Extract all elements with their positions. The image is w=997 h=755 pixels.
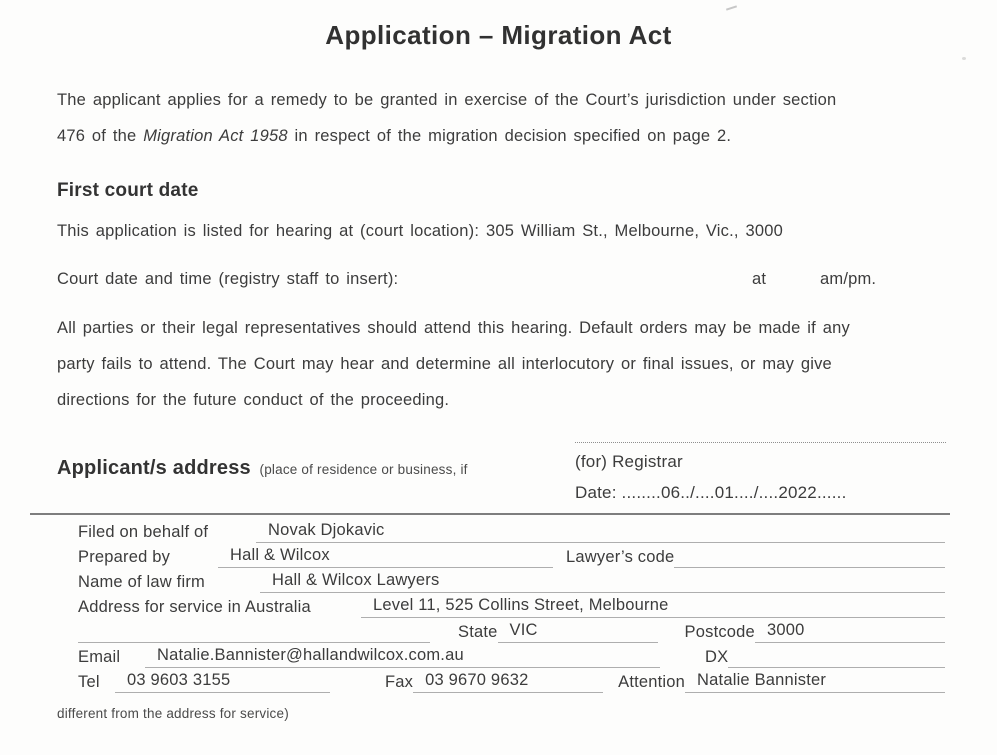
intro-paragraph: [57, 82, 945, 154]
email-dx-row: [30, 643, 950, 668]
filed-on-behalf-row: [30, 518, 950, 543]
prepared-by-row: [30, 543, 950, 568]
scan-artifact-speck: [962, 57, 966, 60]
law-firm-field: Hall & Wilcox Lawyers: [260, 571, 945, 593]
attendance-paragraph: [57, 310, 945, 418]
filed-on-behalf-field: Novak Djokavic: [256, 521, 945, 543]
dx-label: DX: [705, 648, 729, 666]
applicant-address-note-start: (place of residence or business, if: [259, 462, 468, 477]
filing-details-table: [30, 513, 950, 693]
hearing-location-label: This application is listed for hearing at (court location):: [57, 222, 480, 240]
intro-line-1: The applicant applies for a remedy to be granted in exercise of the Court’s jurisdiction under section: [57, 91, 837, 109]
attendance-line-2: party fails to attend. The Court may hear and determine all interlocutory or final issues, or may give: [57, 355, 832, 373]
document-body: [57, 82, 945, 418]
attention-field: Natalie Bannister: [685, 671, 945, 693]
attendance-line-1: All parties or their legal representatives should attend this hearing. Default orders may be made if any: [57, 319, 850, 337]
postcode-label: Postcode: [684, 623, 755, 641]
postcode-field: 3000: [755, 621, 945, 643]
address-for-service-field: Level 11, 525 Collins Street, Melbourne: [361, 596, 945, 618]
fax-field: 03 9670 9632: [413, 671, 603, 693]
applicant-address-note-end: different from the address for service): [57, 706, 289, 721]
fax-label: Fax: [385, 673, 414, 691]
address-for-service-label: Address for service in Australia: [78, 598, 311, 616]
law-firm-label: Name of law firm: [78, 573, 205, 591]
address-for-service-row: [30, 593, 950, 618]
intro-line-2: [57, 118, 945, 154]
state-field: VIC: [498, 621, 658, 643]
prepared-by-label: Prepared by: [78, 548, 171, 566]
dx-field: [728, 665, 945, 668]
applicant-address-title: Applicant/s address: [57, 457, 251, 479]
hearing-location-line: [57, 213, 945, 249]
hearing-location-value: 305 William St., Melbourne, Vic., 3000: [485, 222, 783, 240]
lawyers-code-label: Lawyer’s code: [566, 548, 675, 566]
court-datetime-line: [57, 261, 945, 297]
registrar-label: (for) Registrar: [575, 452, 683, 471]
attention-label: Attention: [618, 673, 686, 691]
first-court-date-heading: First court date: [57, 180, 199, 201]
tel-field: 03 9603 3155: [115, 671, 330, 693]
prepared-by-field: Hall & Wilcox: [218, 546, 553, 568]
attendance-line-3: directions for the future conduct of the proceeding.: [57, 391, 450, 409]
lawyers-code-field: [674, 565, 945, 568]
filed-on-behalf-label: Filed on behalf of: [78, 523, 209, 541]
address-line2-field: [78, 640, 430, 643]
at-label: at: [752, 270, 767, 288]
email-field: Natalie.Bannister@hallandwilcox.com.au: [145, 646, 660, 668]
tel-label: Tel: [78, 673, 100, 691]
tel-fax-attention-row: [30, 668, 950, 693]
email-label: Email: [78, 648, 121, 666]
court-datetime-label: Court date and time (registry staff to insert):: [57, 270, 399, 288]
registrar-signature-block: [575, 442, 946, 508]
registrar-date-line: Date: ........06../....01..../....2022......: [575, 483, 847, 502]
page-title: Application – Migration Act: [325, 20, 672, 50]
state-label: State: [458, 623, 498, 641]
applicant-address-heading: [57, 457, 468, 480]
intro-line2-pre: 476 of the: [57, 127, 144, 145]
law-firm-row: [30, 568, 950, 593]
ampm-label: am/pm.: [820, 270, 877, 288]
state-postcode-row: [30, 618, 950, 643]
intro-line2-post: in respect of the migration decision specified on page 2.: [287, 127, 732, 145]
act-title-italic: Migration Act 1958: [143, 127, 288, 145]
